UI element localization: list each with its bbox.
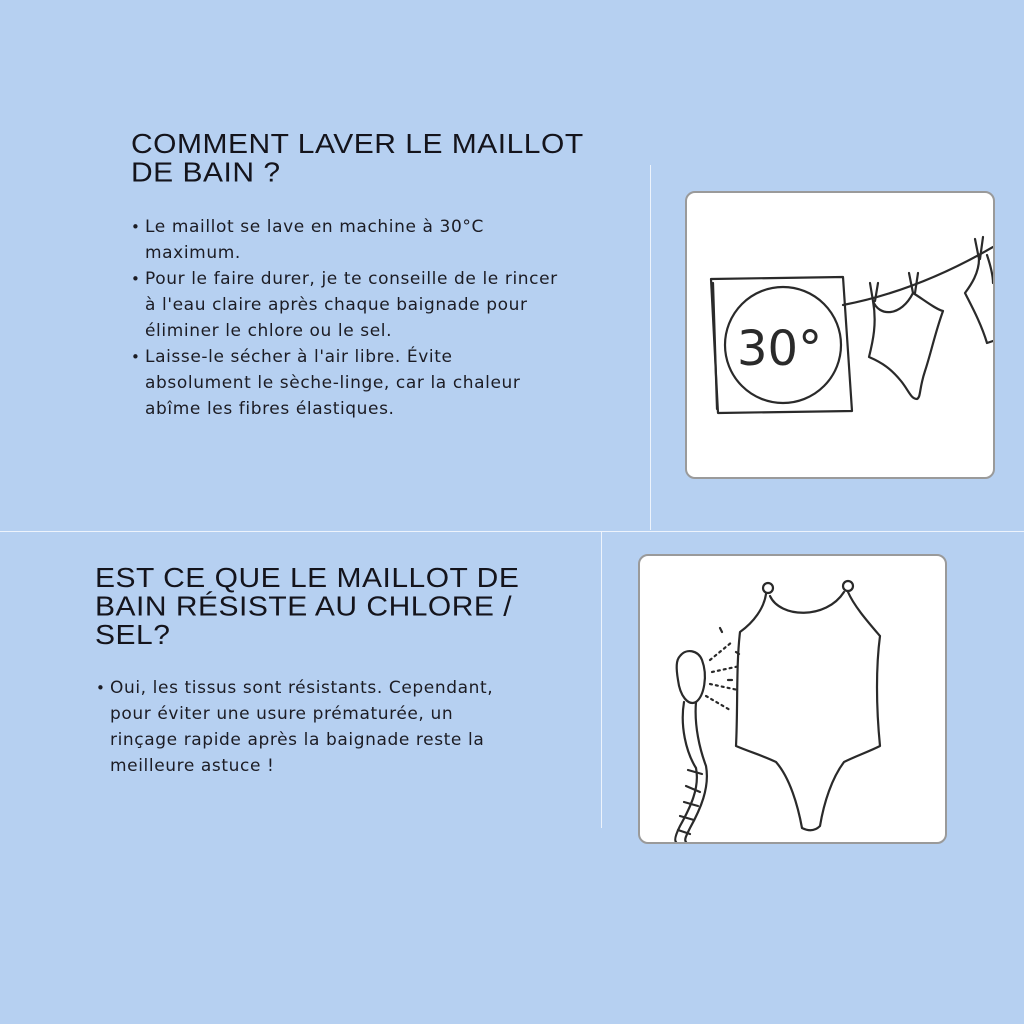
section2-title (95, 564, 585, 650)
section2-title-line3: SEL? (95, 620, 171, 651)
section2-title-line1: EST CE QUE LE MAILLOT DE (95, 563, 520, 594)
list-item: • Pour le faire durer, je te conseille de le rincer à l'eau claire après chaque baignade pour éliminer le chlore ou le sel. (131, 266, 631, 344)
section1-title-line2: DE BAIN ? (131, 157, 281, 188)
section1-title-line1: COMMENT LAVER LE MAILLOT (131, 129, 584, 160)
list-item: • Oui, les tissus sont résistants. Cependant, pour éviter une usure prématurée, un rinçage rapide après la baignade reste la meilleure astuce ! (96, 675, 586, 779)
section2-bullet-list (96, 675, 586, 779)
vertical-divider-bottom (601, 532, 602, 828)
section1-title (131, 130, 631, 187)
shower-illustration-card (638, 554, 947, 844)
list-item: • Le maillot se lave en machine à 30°C maximum. (131, 214, 631, 266)
horizontal-divider (0, 531, 1024, 532)
section2-title-line2: BAIN RÉSISTE AU CHLORE / (95, 591, 513, 622)
shower-rinsing-swimsuit-icon (640, 556, 945, 842)
list-item: • Laisse-le sécher à l'air libre. Évite absolument le sèche-linge, car la chaleur abîme les fibres élastiques. (131, 344, 631, 422)
temperature-label: 30° (737, 321, 823, 377)
washing-30-degrees-drying-line-icon (687, 193, 993, 477)
washing-illustration-card (685, 191, 995, 479)
section1-bullet-list (131, 214, 631, 422)
vertical-divider-top (650, 165, 651, 530)
